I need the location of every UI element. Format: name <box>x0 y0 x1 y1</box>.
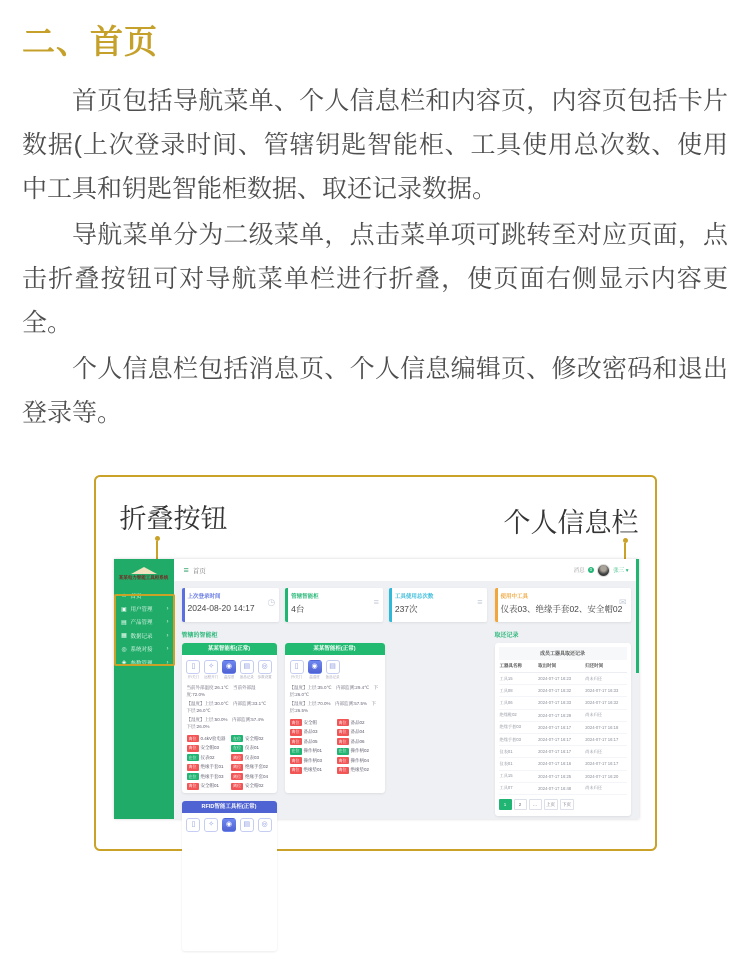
chevron-right-icon: › <box>166 606 169 613</box>
env-temperature: 【温度】上层:35.0℃ 内部监测:29.4℃ 下层:26.0℃ <box>289 685 379 697</box>
slot-list <box>285 714 385 779</box>
list-icon: ≡ <box>477 597 483 607</box>
slot-item: 离位 安全帽01 <box>188 783 220 788</box>
slot-item: 离位 备品06 <box>338 738 365 744</box>
profile-bar <box>574 564 629 577</box>
next-page-button[interactable]: 下页 <box>560 799 574 810</box>
sidebar-item-users[interactable]: ▣ 用户管理 › <box>121 606 169 614</box>
clock-icon: ◷ <box>267 597 276 607</box>
paragraph: 导航菜单分为二级菜单，点击菜单项可跳转至对应页面，点击折叠按钮可对导航菜单栏进行折叠，使页面右侧显示内容更全。 <box>22 221 728 337</box>
slot-item: 离位 备品03 <box>291 729 318 734</box>
breadcrumb: 首页 <box>192 567 206 575</box>
cabinet-title: 某某智能柜(正常) <box>285 643 385 655</box>
table-row: 工具15 2024-07-17 16:25 2024-07-17 16:20 <box>499 770 627 782</box>
caret-down-icon: ▾ <box>625 568 629 574</box>
cabinet-actions: ▯ 开/关门 ◉ 温湿度 ▤ 备品记录 <box>285 655 385 682</box>
chevron-right-icon: › <box>166 659 169 666</box>
data-icon: ▦ <box>121 633 127 640</box>
cabinet-actions <box>182 813 277 834</box>
slot-item: 在位 操作柄01 <box>291 748 323 753</box>
card-tools-in-use: 使用中工具 仪表03、绝缘手套02、安全帽02 ✉ <box>495 588 631 622</box>
records-table-title: 成员工器具取还记录 <box>499 647 627 660</box>
door-icon[interactable]: ▯ <box>186 660 200 674</box>
door-icon[interactable]: ▯ <box>290 660 304 674</box>
slot-item: 在位 操作柄02 <box>338 748 370 753</box>
slot-item: 离位 绝缘手套04 <box>233 773 269 779</box>
annotation-profile-bar: 个人信息栏 <box>503 508 639 538</box>
dashboard-content <box>174 581 639 958</box>
right-accent-bar <box>636 559 639 673</box>
slot-item: 离位 绝缘垫01 <box>291 767 323 772</box>
table-row: 绝缘鞋02 2024-07-17 16:29 尚未归还 <box>499 709 627 721</box>
card-cabinet-count: 管辖智能柜 4台 ≡ <box>285 588 383 622</box>
slot-item: 离位 备品02 <box>338 719 365 725</box>
messages-badge: 0 <box>589 566 593 572</box>
list-icon: ≡ <box>373 597 379 607</box>
slot-list <box>182 730 277 795</box>
slot-item: 在位 安全帽02 <box>233 735 264 741</box>
records-table: 工器具名称 取出时间 归还时间 工具15 2024-07-17 16:23 尚未归还 工具08 2024-07-17 16:32 2024-07-17 16:33 工具06 2024-07-17 16:33 2024-07-17 16:32 绝缘鞋02 2024-07-17 16:29 尚未归还 绝缘手套03 2024-07-17 16:17 2024-07-17 16:18 绝缘手套03 2024-07-17 16:17 2024-07-17 16:17 仪表01 2024-07-17 16:17 尚未归还 仪表01 2024-07-17 16:16 2024-07-17 16:17 工具15 2024-07-17 16:25 2024-07-17 16:20 工具07 2024-07-17 16:48 尚未归还 <box>499 660 627 795</box>
sidebar-item-params[interactable]: ◈ 参数管理 › <box>121 659 169 667</box>
slot-item: 离位 0.4kV验电器 <box>188 735 226 741</box>
slot-item: 离位 备品05 <box>291 738 318 744</box>
slot-item: 在位 仪表01 <box>233 745 260 750</box>
screenshot-figure <box>94 475 657 851</box>
door-icon[interactable]: ▯ <box>186 818 200 832</box>
app-logo: 某某电力智能工具柜系统 <box>114 559 174 589</box>
card-last-login: 上次登录时间 2024-08-20 14:17 ◷ <box>182 588 280 622</box>
cabinet-cards-row <box>182 643 487 793</box>
table-row: 绝缘手套03 2024-07-17 16:17 2024-07-17 16:17 <box>499 733 627 745</box>
params-icon: ◈ <box>121 660 127 667</box>
env-humidity: 【湿度】上层:50.0% 内部监测:57.4% 下层:26.0% <box>186 717 269 729</box>
messages-link[interactable]: 消息 <box>573 568 585 574</box>
pagination <box>499 799 627 810</box>
sidebar-item-records[interactable]: ▦ 数据记录 › <box>121 632 169 640</box>
table-row: 工具15 2024-07-17 16:23 尚未归还 <box>499 673 627 685</box>
page-button[interactable]: 1 <box>499 799 512 810</box>
slot-item: 离位 安全帽 <box>291 719 317 725</box>
right-zone <box>495 588 631 951</box>
rfid-cabinet-title: RFID智能工具柜(正常) <box>182 801 277 813</box>
username-dropdown[interactable]: 张三 ▾ <box>613 568 629 574</box>
chevron-right-icon: › <box>166 646 169 653</box>
slot-item: 离位 绝缘手套01 <box>188 764 224 769</box>
slot-item: 离位 备品04 <box>338 729 365 734</box>
humidity-icon[interactable]: ◉ <box>308 660 322 674</box>
slot-item: 在位 绝缘手套03 <box>188 773 224 779</box>
dashboard-screenshot <box>114 559 639 828</box>
annotation-collapse-button: 折叠按钮 <box>119 504 228 534</box>
humidity-icon[interactable]: ◉ <box>222 818 236 832</box>
table-row: 工具06 2024-07-17 16:33 2024-07-17 16:32 <box>499 697 627 709</box>
gear-icon[interactable]: ◎ <box>258 818 272 832</box>
slot-item: 离位 操作柄03 <box>291 757 323 763</box>
sidebar-item-system[interactable]: ◎ 系统对接 › <box>121 646 169 654</box>
system-icon: ◎ <box>121 646 127 653</box>
paragraph: 首页包括导航菜单、个人信息栏和内容页，内容页包括卡片数据(上次登录时间、管辖钥匙智能柜、工具使用总次数、使用中工具和钥匙智能柜数据、取还记录数据。 <box>22 87 728 203</box>
section-title-records: 取还记录 <box>494 633 519 639</box>
slot-item: 离位 安全帽02 <box>233 783 264 788</box>
slot-item: 离位 绝缘手套02 <box>233 764 269 769</box>
dashboard-main <box>174 559 639 828</box>
record-icon[interactable]: ▤ <box>240 660 254 674</box>
gear-icon[interactable]: ◎ <box>258 660 272 674</box>
menu-highlight-rect <box>114 594 175 666</box>
cabinet-card <box>182 643 277 793</box>
cabinet-actions: ▯ 开/关门 ✧ 远程开门 ◉ 温湿度 ▤ 备品记录 ◎ 参数设置 <box>182 655 277 682</box>
sidebar-item-products[interactable]: ▤ 产品管理 › <box>121 619 169 627</box>
avatar[interactable] <box>597 564 610 577</box>
sidebar-item-home[interactable]: ⌂ 首页 <box>122 592 142 600</box>
humidity-icon[interactable]: ◉ <box>222 660 236 674</box>
chevron-right-icon: › <box>166 632 169 639</box>
topbar <box>174 559 639 581</box>
env-temperature: 【温度】上层:30.0℃ 内部监测:33.1℃ 下层:26.0℃ <box>186 701 271 713</box>
chevron-right-icon: › <box>166 619 169 626</box>
page-title: 二、首页 <box>22 23 158 60</box>
product-icon: ▤ <box>121 619 127 626</box>
cabinet-card <box>285 643 385 793</box>
collapse-menu-icon[interactable]: ≡ <box>183 565 189 575</box>
table-row: 工具08 2024-07-17 16:32 2024-07-17 16:33 <box>499 685 627 697</box>
table-row: 仪表01 2024-07-17 16:17 尚未归还 <box>499 746 627 758</box>
records-panel <box>495 643 631 816</box>
table-row: 工具07 2024-07-17 16:48 尚未归还 <box>499 782 627 794</box>
slot-item: 在位 仪表02 <box>188 754 215 760</box>
slot-item: 离位 操作柄04 <box>338 757 370 763</box>
slot-item: 离位 仪表03 <box>233 754 260 760</box>
users-icon: ▣ <box>121 606 127 613</box>
paragraph: 个人信息栏包括消息页、个人信息编辑页、修改密码和退出登录等。 <box>22 355 728 427</box>
home-icon: ⌂ <box>122 592 126 599</box>
slot-item: 离位 绝缘垫02 <box>338 767 370 772</box>
table-row: 仪表01 2024-07-17 16:16 2024-07-17 16:17 <box>499 758 627 770</box>
key-icon[interactable]: ✧ <box>204 660 218 674</box>
record-icon[interactable]: ▤ <box>240 818 254 832</box>
stat-cards-row <box>182 588 487 622</box>
page-button[interactable]: 2 <box>514 799 527 810</box>
cabinet-title: 某某智能柜(正常) <box>182 643 277 655</box>
chat-icon: ✉ <box>618 597 627 607</box>
page-ellipsis: … <box>529 799 542 810</box>
key-icon[interactable]: ✧ <box>204 818 218 832</box>
section-title-cabinets: 管辖的智能柜 <box>181 633 218 639</box>
card-usage-count: 工具使用总次数 237次 ≡ <box>389 588 487 622</box>
left-zone <box>182 588 487 951</box>
slot-item: 离位 安全帽03 <box>188 745 220 750</box>
table-row: 绝缘手套03 2024-07-17 16:17 2024-07-17 16:18 <box>499 721 627 733</box>
record-icon[interactable]: ▤ <box>326 660 340 674</box>
env-humidity: 【湿度】上层:70.0% 内部监测:57.5% 下层:26.5% <box>289 701 377 713</box>
prev-page-button[interactable]: 上页 <box>544 799 558 810</box>
rfid-cabinet-card <box>182 801 277 951</box>
env-current: 当前外部温度:26.1℃ 当前外部湿度:72.0% <box>186 685 256 697</box>
logo-roof-icon <box>131 567 157 574</box>
